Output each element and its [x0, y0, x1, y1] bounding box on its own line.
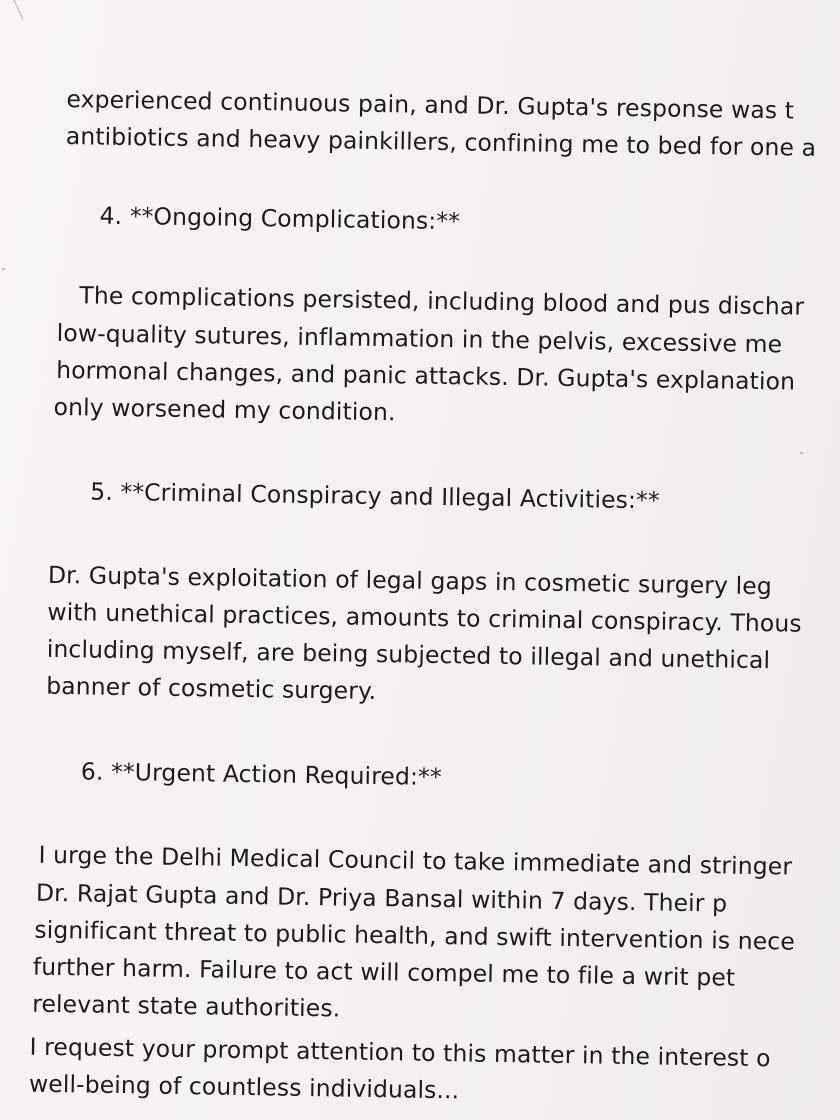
body-line: banner of cosmetic surgery. — [46, 671, 377, 705]
body-line: antibiotics and heavy painkillers, confining me to bed for one a — [65, 122, 817, 162]
body-line: experienced continuous pain, and Dr. Gupta's response was t — [66, 85, 795, 125]
section-heading-ongoing-complications: 4. **Ongoing Complications:** — [99, 201, 461, 236]
body-line: I urge the Delhi Medical Council to take immediate and stringer — [38, 840, 793, 881]
body-line: with unethical practices, amounts to criminal conspiracy. Thous — [47, 597, 802, 638]
body-line: low-quality sutures, inflammation in the pelvis, excessive me — [56, 318, 783, 359]
body-line: hormonal changes, and panic attacks. Dr. Gupta's explanation — [55, 355, 796, 396]
body-line: including myself, are being subjected to illegal and unethical — [46, 634, 771, 675]
body-line: The complications persisted, including blood and pus dischar — [79, 281, 805, 321]
section-heading-criminal-conspiracy: 5. **Criminal Conspiracy and Illegal Activities:** — [90, 477, 660, 515]
body-line: Dr. Gupta's exploitation of legal gaps in cosmetic surgery leg — [47, 560, 773, 601]
body-line: only worsened my condition. — [53, 392, 396, 427]
body-line: significant threat to public health, and swift intervention is nece — [34, 915, 796, 956]
body-line: Dr. Rajat Gupta and Dr. Priya Bansal within 7 days. Their p — [35, 878, 728, 918]
body-line: relevant state authorities. — [32, 989, 341, 1023]
body-line: well-being of countless individuals... — [28, 1069, 460, 1105]
section-heading-urgent-action: 6. **Urgent Action Required:** — [80, 757, 442, 792]
body-line: I request your prompt attention to this matter in the interest o — [29, 1032, 771, 1073]
body-line: further harm. Failure to act will compel me to file a writ pet — [32, 952, 736, 992]
